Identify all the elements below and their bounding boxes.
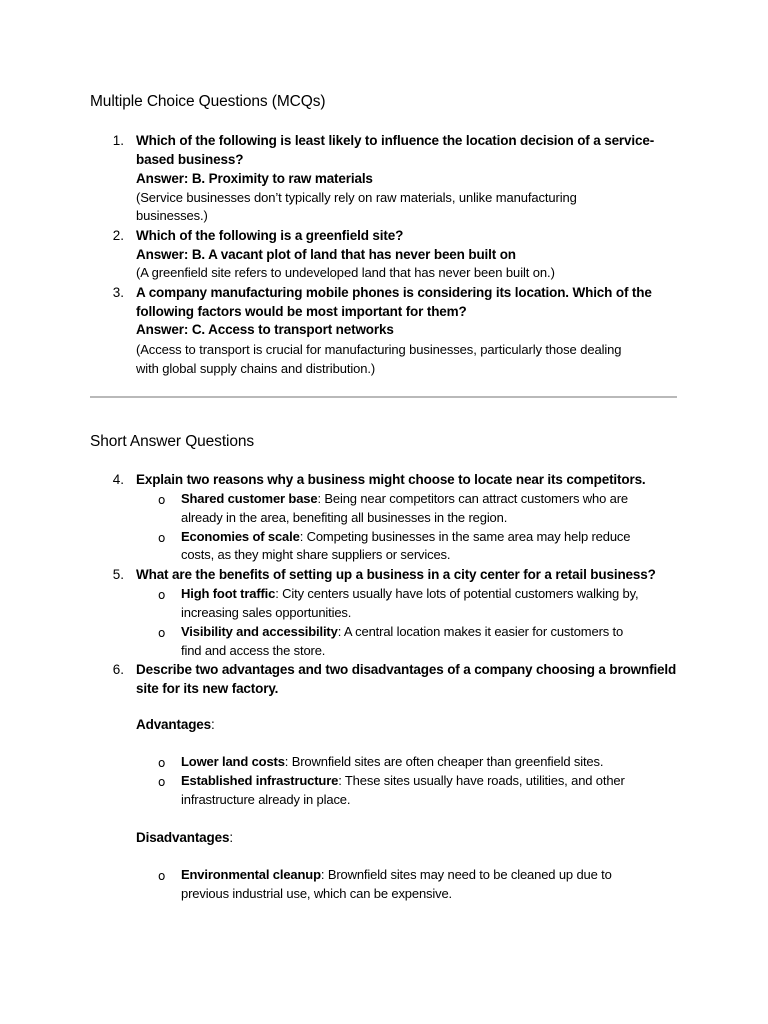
- item-number: 1.: [112, 133, 124, 148]
- point-term: High foot traffic: [181, 586, 276, 601]
- point-term: Lower land costs: [181, 754, 285, 769]
- point-term: Visibility and accessibility: [181, 624, 338, 639]
- point-text: find and access the store.: [181, 643, 326, 658]
- point-text: costs, as they might share suppliers or services.: [181, 547, 451, 562]
- answer-note: businesses.): [136, 208, 208, 223]
- bullet-point: [181, 624, 623, 639]
- point-term: Environmental cleanup: [181, 867, 321, 882]
- label-colon: :: [211, 717, 215, 732]
- section-divider: [90, 396, 677, 398]
- bullet-point: [181, 754, 603, 769]
- point-term: Economies of scale: [181, 529, 300, 544]
- point-text: previous industrial use, which can be expensive.: [181, 886, 453, 901]
- answer-text: Answer: B. Proximity to raw materials: [136, 171, 373, 186]
- answer-text: Answer: C. Access to transport networks: [136, 322, 394, 337]
- question-text: A company manufacturing mobile phones is considering its location. Which of the: [136, 285, 652, 300]
- point-term: Established infrastructure: [181, 773, 339, 788]
- mcq-heading: Multiple Choice Questions (MCQs): [90, 93, 326, 110]
- question-text: based business?: [136, 152, 244, 167]
- answer-note: with global supply chains and distribution.): [136, 361, 376, 376]
- point-text: : City centers usually have lots of potential customers walking by,: [275, 586, 639, 601]
- point-text: : These sites usually have roads, utilities, and other: [338, 773, 625, 788]
- item-number: 5.: [112, 567, 124, 582]
- question-text: site for its new factory.: [136, 681, 279, 696]
- item-number: 4.: [112, 472, 124, 487]
- bullet-point: [181, 491, 628, 506]
- point-text: : Competing businesses in the same area may help reduce: [299, 529, 631, 544]
- bullet-icon: o: [158, 588, 166, 602]
- answer-note: (Access to transport is crucial for manufacturing businesses, particularly those dealing: [136, 342, 622, 357]
- bullet-point: [181, 586, 639, 601]
- question-text: Describe two advantages and two disadvantages of a company choosing a brownfield: [136, 662, 677, 677]
- point-term: Shared customer base: [181, 491, 318, 506]
- bullet-icon: o: [158, 869, 166, 883]
- short-answer-heading: Short Answer Questions: [90, 433, 255, 450]
- point-text: : A central location makes it easier for customers to: [337, 624, 624, 639]
- bullet-icon: o: [158, 756, 166, 770]
- point-text: already in the area, benefiting all businesses in the region.: [181, 510, 508, 525]
- item-number: 6.: [112, 662, 124, 677]
- question-text: Which of the following is a greenfield site?: [136, 228, 404, 243]
- bullet-point: [181, 529, 630, 544]
- disadvantages-label-text: Disadvantages: [136, 830, 230, 845]
- advantages-label-text: Advantages: [136, 717, 212, 732]
- point-text: : Being near competitors can attract customers who are: [317, 491, 628, 506]
- point-text: : Brownfield sites are often cheaper than greenfield sites.: [284, 754, 604, 769]
- disadvantages-label: [136, 830, 233, 845]
- answer-note: (Service businesses don’t typically rely on raw materials, unlike manufacturing: [136, 190, 577, 205]
- label-colon: :: [229, 830, 233, 845]
- point-text: : Brownfield sites may need to be cleaned up due to: [320, 867, 612, 882]
- item-number: 3.: [112, 285, 124, 300]
- point-text: increasing sales opportunities.: [181, 605, 352, 620]
- bullet-icon: o: [158, 626, 166, 640]
- item-number: 2.: [112, 228, 124, 243]
- bullet-icon: o: [158, 493, 166, 507]
- answer-note: (A greenfield site refers to undeveloped land that has never been built on.): [136, 265, 555, 280]
- point-text: infrastructure already in place.: [181, 792, 351, 807]
- bullet-point: [181, 867, 612, 882]
- question-text: Which of the following is least likely to influence the location decision of a service-: [136, 133, 655, 148]
- question-text: What are the benefits of setting up a business in a city center for a retail business?: [136, 567, 656, 582]
- bullet-icon: o: [158, 531, 166, 545]
- advantages-label: [136, 717, 215, 732]
- question-text: Explain two reasons why a business might choose to locate near its competitors.: [136, 472, 646, 487]
- bullet-point: [181, 773, 625, 788]
- question-text: following factors would be most important for them?: [136, 304, 467, 319]
- answer-text: Answer: B. A vacant plot of land that has never been built on: [136, 247, 516, 262]
- bullet-icon: o: [158, 775, 166, 789]
